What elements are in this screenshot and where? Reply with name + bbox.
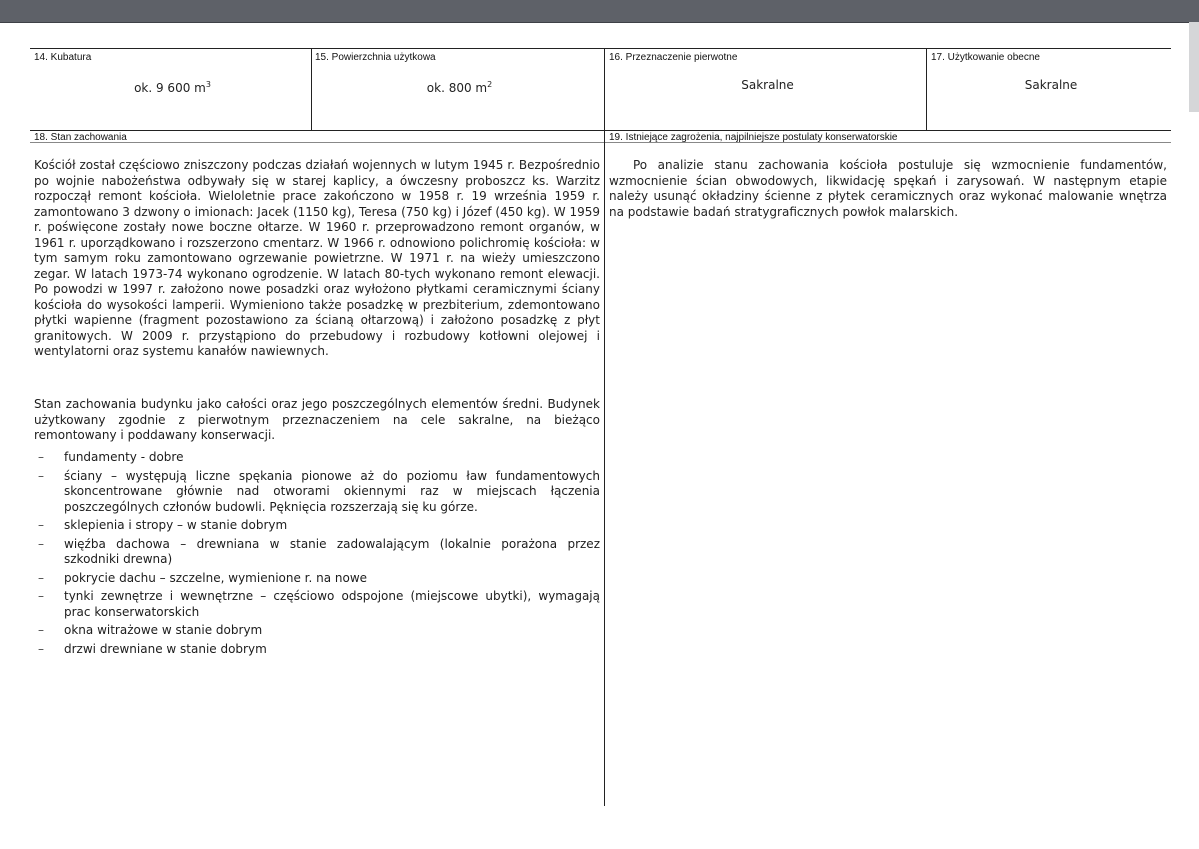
dash-bullet: – xyxy=(38,623,44,637)
dash-bullet: – xyxy=(38,641,44,656)
list-item: – fundamenty - dobre xyxy=(38,450,184,464)
list-item: – drzwi drewniane w stanie dobrym xyxy=(38,641,267,656)
grid-divider-2 xyxy=(604,48,605,806)
list-item: – sklepienia i stropy – w stanie dobrym xyxy=(38,518,288,532)
scan-right-edge xyxy=(1189,22,1199,112)
grid-divider-3 xyxy=(926,48,927,130)
grid-top-line xyxy=(30,48,1171,49)
stan-history-text: Kościół został częściowo zniszczony podczas działań wojennych w lutym 1945 r. Bezpośrednio po wojnie nabożeństwa odbywały się w starej kaplicy, a ówczesny proboszcz ks. Warzitz rozpoczął remont kościoła. Wieloletnie prace zakończono w 1958 r. 19 września 1959 r. zamontowano 3 dzwony o imionach: Jacek (1150 kg), Teresa (750 kg) i Józef (450 kg). W 1959 r. poświęcone zostały nowe boczne ołtarze. W 1960 r. przeprowadzono remont organów, w 1961 r. uporządkowano i rozszerzono cmentarz. W 1966 r. odnowiono polichromię kościoła: w tym samym roku zamontowano ogrzewanie powietrzne. W 1971 r. na wieży umieszczono zegar. W latach 1973-74 wykonano ogrodzenie. W latach 80-tych wykonano remont elewacji. Po powodzi w 1997 r. założono nowe posadzki oraz wyłożono płytkami ceramicznymi ściany kościoła do wysokości lamperii. Wymieniono także posadzkę w prezbiterium, zdemontowano płytki wapienne (fragment pozostawiono za ścianą ołtarzową) i założono posadzkę z płyt granitowych. W 2009 r. przystąpiono do przebudowy i rozbudowy kotłowni olejowej i wentylatorni oraz systemu kanałów nawiewnych. xyxy=(34,158,600,358)
dash-bullet: – xyxy=(38,570,44,585)
scan-top-border xyxy=(0,0,1199,23)
grid-divider-1 xyxy=(311,48,312,130)
list-item: – ściany – występują liczne spękania pionowe aż do poziomu ław fundamentowych skoncentrowane głównie nad otworami okiennymi raz w miejscach łączenia poszczególnych członów budowli. Pęknięcia rozszerzają się ku górze. xyxy=(38,468,600,514)
kubatura-value: ok. 9 600 $m^3$ xyxy=(134,80,211,95)
zagrozenia-label: 19. Istniejące zagrożenia, najpilniejsze postulaty konserwatorskie xyxy=(609,132,898,143)
dash-bullet: – xyxy=(38,468,44,483)
zagrozenia-text: Po analizie stanu zachowania kościoła postuluje się wzmocnienie fundamentów, wzmocnienie ścian obwodowych, likwidację spękań i zarysowań. W następnym etapie należy usunąć okładziny ścienne z płytek ceramicznych oraz wykonać malowanie wnętrza na podstawie badań stratygraficznych powłok malarskich. xyxy=(609,158,1167,219)
list-item: – pokrycie dachu – szczelne, wymienione r. na nowe xyxy=(38,570,368,585)
grid-mid-sub-line xyxy=(30,142,1171,143)
dash-bullet: – xyxy=(38,536,44,551)
stan-elements-list xyxy=(34,450,600,660)
grid-middle-line xyxy=(30,130,1171,131)
uzytkowanie-value: Sakralne xyxy=(1024,78,1078,92)
list-item: – okna witrażowe w stanie dobrym xyxy=(38,623,263,637)
stan-summary-text: Stan zachowania budynku jako całości oraz jego poszczególnych elementów średni. Budynek użytkowany zgodnie z pierwotnym przeznaczeniem na cele sakralne, na bieżąco remontowany i poddawany konserwacji. xyxy=(34,397,600,442)
powierzchnia-value: ok. 800 $m^2$ xyxy=(426,80,493,95)
przeznaczenie-label: 16. Przeznaczenie pierwotne xyxy=(609,52,738,63)
przeznaczenie-value: Sakralne xyxy=(741,78,794,92)
uzytkowanie-label: 17. Użytkowanie obecne xyxy=(931,52,1040,63)
kubatura-label: 14. Kubatura xyxy=(34,52,92,63)
dash-bullet: – xyxy=(38,450,44,464)
dash-bullet: – xyxy=(38,589,44,603)
list-item: – więźba dachowa – drewniana w stanie zadowalającym (lokalnie porażona przez szkodniki drewna) xyxy=(38,536,600,566)
stan-label: 18. Stan zachowania xyxy=(34,132,127,143)
list-item: – tynki zewnętrze i wewnętrzne – częściowo odspojone (miejscowe ubytki), wymagają prac konserwatorskich xyxy=(38,589,600,619)
powierzchnia-label: 15. Powierzchnia użytkowa xyxy=(315,52,436,63)
dash-bullet: – xyxy=(38,518,44,532)
